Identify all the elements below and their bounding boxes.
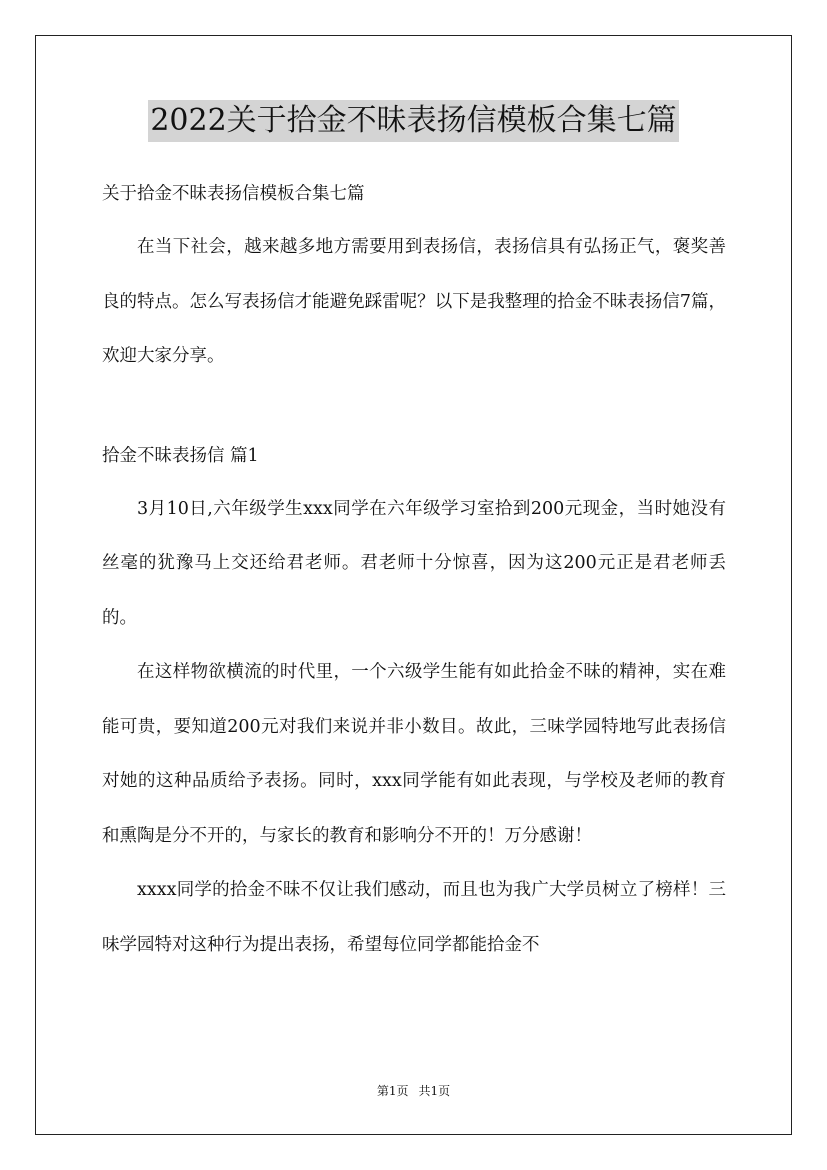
document-title-text: 2022关于拾金不昧表扬信模板合集七篇 bbox=[148, 100, 678, 142]
intro-paragraph: 在当下社会，越来越多地方需要用到表扬信，表扬信具有弘扬正气，褒奖善良的特点。怎么写表扬信才能避免踩雷呢？以下是我整理的拾金不昧表扬信7篇，欢迎大家分享。 bbox=[102, 237, 726, 366]
page-footer bbox=[0, 1083, 827, 1099]
document-body bbox=[102, 174, 726, 972]
body-paragraph: 3月10日,六年级学生xxx同学在六年级学习室拾到200元现金，当时她没有丝毫的犹豫马上交还给君老师。君老师十分惊喜，因为这200元正是君老师丢的。 bbox=[102, 498, 726, 628]
page-number: 第1页 bbox=[376, 1084, 409, 1098]
body-paragraph: 在这样物欲横流的时代里，一个六级学生能有如此拾金不昧的精神，实在难能可贵，要知道200元对我们来说并非小数目。故此，三味学园特地写此表扬信对她的这种品质给予表扬。同时，xxx同学能有如此表现，与学校及老师的教育和熏陶是分不开的，与家长的教育和影响分不开的！万分感谢！ bbox=[102, 662, 726, 846]
body-paragraph: xxxx同学的拾金不昧不仅让我们感动，而且也为我广大学员树立了榜样！三味学园特对这种行为提出表扬，希望每位同学都能拾金不 bbox=[102, 880, 726, 955]
page-total: 共1页 bbox=[418, 1084, 451, 1098]
section-heading: 拾金不昧表扬信 篇1 bbox=[102, 445, 259, 466]
document-subtitle: 关于拾金不昧表扬信模板合集七篇 bbox=[102, 184, 365, 204]
document-title bbox=[0, 100, 827, 144]
